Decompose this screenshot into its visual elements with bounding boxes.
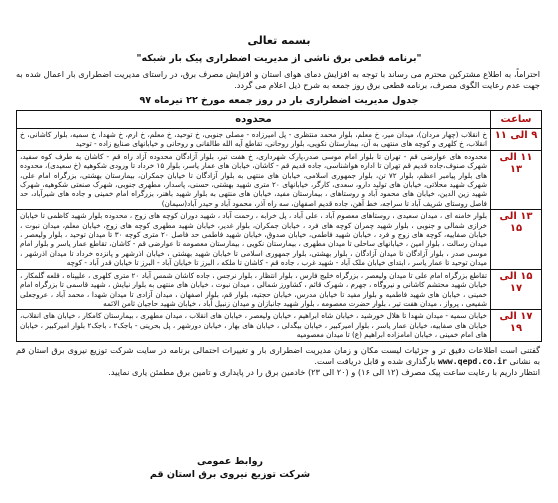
signature-block <box>140 455 320 481</box>
outage-schedule-table <box>16 110 542 342</box>
intro-paragraph: احتراماً، به اطلاع مشترکین محترم می رساند با توجه به افزایش دمای هوای استان و افزایش مصرف برق، در راستای مدیریت اضطراری بار اعمال شده به جهت عدم رعایت الگوی مصرف، برنامه قطعی برق روز جمعه به شرح ذیل اعلام می گردد. <box>16 69 540 90</box>
signoff-company: شرکت توزیع نیروی برق استان قم <box>149 469 311 480</box>
table-row <box>17 129 542 151</box>
schedule-table-title: جدول مدیریت اضطراری بار در روز جمعه مورخ ۲۲ تیرماه ۹۷ <box>139 95 419 106</box>
bismillah-heading: بسمه تعالی <box>247 34 311 47</box>
row-time: ۱۵ الی ۱۷ <box>491 269 542 310</box>
website-link[interactable]: www.qepd.co.ir <box>437 355 507 366</box>
row-area: محدوده های عوارضی قم - تهران تا بلوار امام موسی صدر،پارک شهرداری، خ هفت تیر، بلوار آزادگان محدوده آزاد راه قم - کاشان به طرف کوه سفید، شهرک صنوف،جاده قدیم قم تهران تا اداره هواشناسی، جاده قدیم قم - کاشان، خیابان های عمار یاسر، بلوار ۱۵ خرداد تا ورودی شکوهیه (خ سعیدی)، محدوده های بلوار پیامبر اعظم، بلوار ۷۲ تن، بلوار جمهوری اسلامی، خیابان های منتهی به بلوار آزادگان تا خیابان جمکران، بیمارستان بهشتی، بزرگراه امام علی، شهرک شهید محلاتی، خیابان های تولید دارو، سعدی، کارگر، خیابانهای ۲۰ متری شهید بهشتی، حسنی، پاسدار، مطهری جنوبی، شهرک صنعتی شکوهیه، شهرک شهید زین الدین، خیابان های محمود آباد و روستاهای ، بیمارستان مفید، خیابان های منتهی به بلوار شهید باهنر، بزرگراه امام خمینی و جاده های شیرآباد، حد فاصل روستای شریف آباد تا سراجه، خط آهن، جاده قدیم اصفهان، سه راه آذر، محمود آباد و حیدر آباد(سیمان) <box>17 150 491 209</box>
table-row <box>17 310 542 341</box>
row-area: بلوار خامنه ای ، میدان سعیدی ، روستاهای معصوم آباد ، علی آباد ، پل خرابه ، رحمت آباد ، شهید دوران کوچه های زوج ، محدوده بلوار شهید کاظمی تا خیابان خرازی شمالی و جنوبی ، بلوار شهید چمران کوچه های فرد ، خیابان جمکران، بلوار غدیر، خیابان شهید مطهری کوچه های زوج، خیابان معلم، میدان نبوت ، خیابان صفاییه، کوچه های زوج و فرد ، خیابان شهید فاطمی، خیابان صدوق، خیابان شهید فاطمی حد فاصل ۲۰ متری کوچه ۳۰ تا میدان توحید ، بلوار ولیعصر ، میدان رسالت ، بلوار امین ، خیابانهای ساحلی تا میدان مطهری ، بیمارستان نکویی ، بیمارستان معصومه تا عوارضی قم - کاشان، تقاطع عمار یاسر و بلوار امام موسی صدر ، بلوار آزادگان تا میدان آزادگان ، بلوار بهشتی، بلوار جمهوری اسلامی تا خیابان شهید بهشتی ، خیابان اذرشهر و پانزده خرداد تا میدان اذرشهر ، میدان توحید تا عمار یاسر ، ابتدای خیابان ملک آباد - شهید غرب ، جاده قم - کاشان تا ملکه ، البرز تا خیابان آباد - البرز تا خیابان قدر آباد - کوچه <box>17 210 491 269</box>
row-time: ۹ الی ۱۱ <box>491 129 542 151</box>
table-row <box>17 269 542 310</box>
footnote-text: گفتنی است اطلاعات دقیق تر و جزئیات لیست مکان و زمان مدیریت اضطراری بار و تغییرات احتمالی برنامه در سایت شرکت توزیع نیروی برق استان قم به نشانی <box>16 344 540 366</box>
signoff-department: روابط عمومی <box>197 456 263 467</box>
header-time: ساعت <box>491 111 542 129</box>
row-time: ۱۳ الی ۱۵ <box>491 210 542 269</box>
table-row <box>17 150 542 209</box>
row-area: خیابان سمیه - میدان شهدا تا هلال خورشید ، خیابان شاه ابراهیم ، خیابان ولیعصر ، خیابان های انقلاب ، میدان مطهری ، بیمارستان کامکار ، خیابان های انقلاب، خیابان های صفاییه، خیابان عمار یاسر ، بلوار امیرکبیر ، خیابان بیگدلی ، خیابان های بهار ، خیابان دورشهر ، پل بحرینی - باجک۲ ، باجک۲ بلوار امیرکبیر ، خیابان های امام خمینی ، خیابان امامزاده ابراهیم (ع) تا میدان معصومیه <box>17 310 491 341</box>
row-area: تقاطع بزرگراه امام علی تا میدان ولیعصر ، بزرگراه خلیج فارس ، بلوار انتظار ، بلوار نرجس ، جاده کاشان شمس آباد ۲۰ متری کلهری ، علیپناه ، قلعه گلمکار ، خیابان شهید محتشم کاشانی و نیروگاه ، جهرم ، شهرک قائم ، کشاورز شمالی ، میدان نبوت ، خیابان های منتهی به بلوار نیایش ، شهید قاسمی تا بزرگراه امام خمینی ، خیابان های شهید فاطمیه و بلوار مفید تا خیابان مدرس، خیابان حجتیه، بلوار قم، بلوار اصفهان ، میدان آزادی تا میدان شهدا ، محمد آباد ، عروجعلی شفیعی ، پرواز ، میدان هفت تیر ، بلوار حضرت معصومه ، بلوار شهید جانبازان و میدان زنبیل آباد ، خیابان شهید حاجیان ثامن الائمه <box>17 269 491 310</box>
announcement-title: "برنامه قطعی برق ناشی از مدیریت اضطراری پیک بار شبکه" <box>136 53 422 64</box>
footnote-peak-hours: انتظار داریم با رعایت ساعت پیک مصرف (۱۲ الی ۱۶) و (۲۰ الی ۲۳) خادمین برق را در پایداری و تامین برق مطمئن یاری نمایید. <box>108 366 540 377</box>
row-area: خ انقلاب (چهار مردان)، میدان میر، خ معلم، بلوار محمد منتظری - پل امیرزاده - مصلی جنوبی، خ توحید، خ معلم، خ ارم، خ شهدا، خ سمیه، بلوار کاشانی، خ انقلاب، خ کلهری و کوچه های منتهی به آن، بیمارستان نکویی، بلوار روحانی، تقاطع آیه الله طالقانی و روحانی و خیابانهای صنایع زاده - توحید <box>17 129 491 151</box>
row-time: ۱۱ الی ۱۳ <box>491 150 542 209</box>
table-row <box>17 210 542 269</box>
header-area: محدوده <box>17 111 491 129</box>
table-header-row <box>17 111 542 129</box>
footnote-details <box>16 345 542 379</box>
footnote-text-cont: بارگذاری شده و قابل دریافت است. <box>314 355 436 366</box>
row-time: ۱۷ الی ۱۹ <box>491 310 542 341</box>
